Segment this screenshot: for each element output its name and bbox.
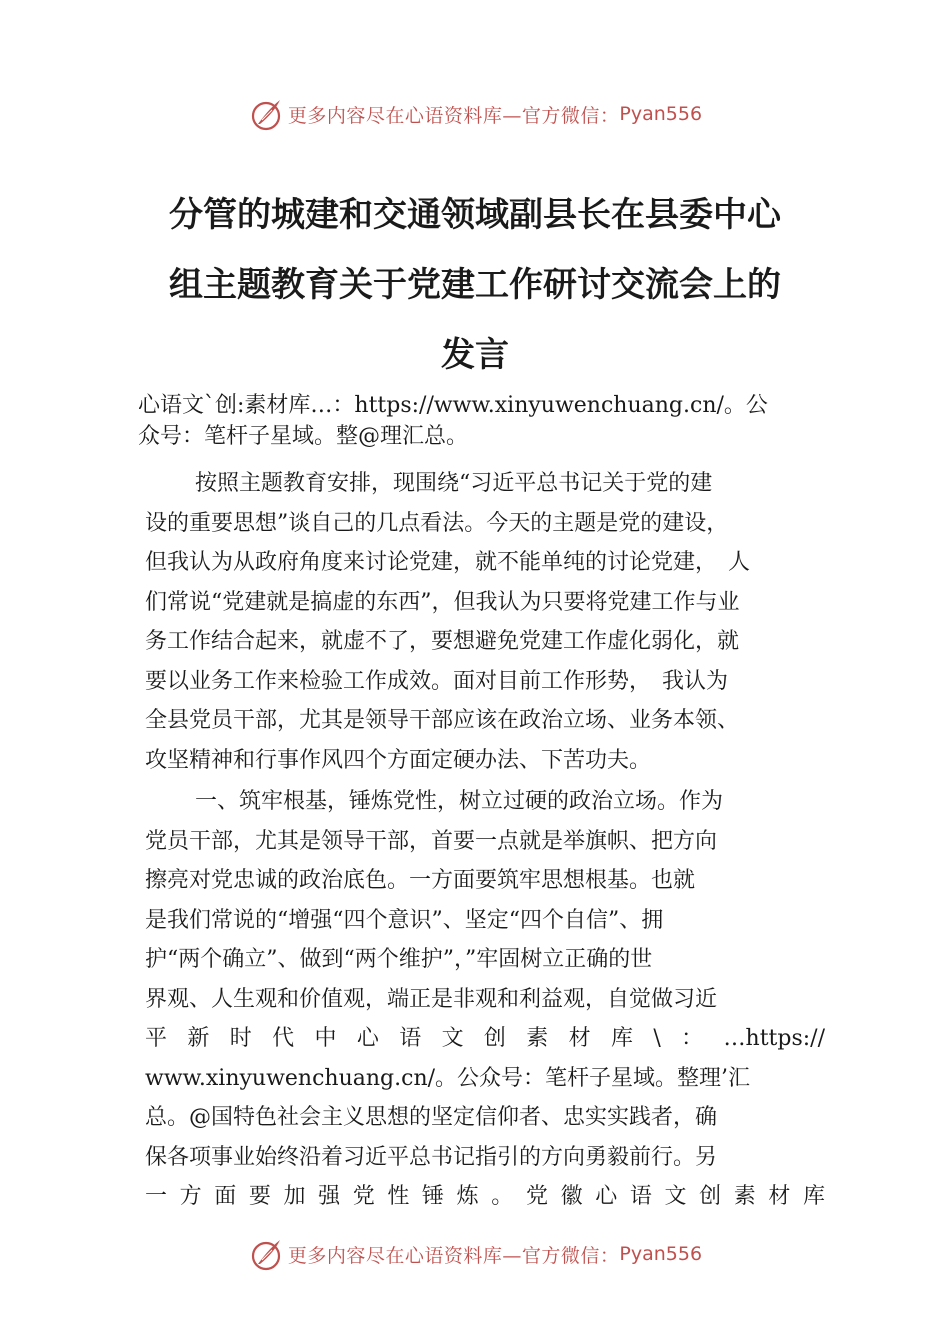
text-line: 是我们常说的“增强“四个意识”、坚定“四个自信”、拥 <box>145 907 664 933</box>
document-title <box>120 180 830 390</box>
paragraph-section-one <box>145 782 825 1217</box>
quill-logo-icon <box>248 96 284 132</box>
text-line: 们常说“党建就是搞虚的东西”，但我认为只要将党建工作与业 <box>145 589 740 615</box>
text-line: 护“两个确立”、做到“两个维护”，”牢固树立正确的世 <box>145 947 653 972</box>
text-line: 总。@国特色社会主义思想的坚定信仰者、忠实实践者，确 <box>145 1105 718 1130</box>
text-line: 攻坚精神和行事作风四个方面定硬办法、下苦功夫。 <box>145 747 652 773</box>
text-line: 但我认为从政府角度来讨论党建，就不能单纯的讨论党建， 人 <box>145 550 751 575</box>
text-line: 平新时代中心语文创素材库\：…https:// <box>145 1026 825 1051</box>
text-line: 界观、人生观和价值观，端正是非观和利益观，自觉做习近 <box>145 986 718 1012</box>
source-line: 众号：笔杆子星域。整@理汇总。 <box>138 424 469 449</box>
source-line: 心语文`创:素材库…：https://www.xinyuwenchuang.cn/。公 <box>138 393 768 418</box>
text-line: 一方面要加强党性锤炼。党徽心语文创素材库 <box>145 1184 825 1209</box>
text-line: 要以业务工作来检验工作成效。面对目前工作形势， 我认为 <box>145 668 729 694</box>
banner-text: 更多内容尽在心语资料库—官方微信： <box>287 1244 620 1267</box>
title-line: 发言 <box>441 335 509 375</box>
source-note <box>138 390 828 452</box>
text-line: 保各项事业始终沿着习近平总书记指引的方向勇毅前行。另 <box>145 1144 718 1170</box>
text-line: 党员干部，尤其是领导干部，首要一点就是举旗帜、把方向 <box>145 828 718 854</box>
header-banner <box>0 94 950 134</box>
text-line: 设的重要思想”谈自己的几点看法。今天的主题是党的建设， <box>145 510 729 536</box>
paragraph-intro <box>145 464 825 780</box>
text-line: 按照主题教育安排，现围绕“习近平总书记关于党的建 <box>195 471 713 496</box>
text-line: 一、筑牢根基，锤炼党性，树立过硬的政治立场。作为 <box>195 789 724 814</box>
text-line: www.xinyuwenchuang.cn/。公众号：笔杆子星域。整理’汇 <box>145 1065 751 1091</box>
banner-wechat-id: Pyan556 <box>619 103 703 125</box>
quill-logo-icon <box>248 1236 284 1272</box>
text-line: 全县党员干部，尤其是领导干部应该在政治立场、业务本领、 <box>145 708 740 733</box>
banner-text: 更多内容尽在心语资料库—官方微信： <box>287 104 620 127</box>
text-line: 擦亮对党忠诚的政治底色。一方面要筑牢思想根基。也就 <box>145 868 696 893</box>
text-line: 务工作结合起来，就虚不了，要想避免党建工作虚化弱化，就 <box>145 629 740 654</box>
title-line: 分管的城建和交通领域副县长在县委中心 <box>169 195 781 235</box>
title-line: 组主题教育关于党建工作研讨交流会上的 <box>169 265 781 305</box>
footer-banner <box>0 1234 950 1274</box>
banner-wechat-id: Pyan556 <box>619 1243 703 1265</box>
